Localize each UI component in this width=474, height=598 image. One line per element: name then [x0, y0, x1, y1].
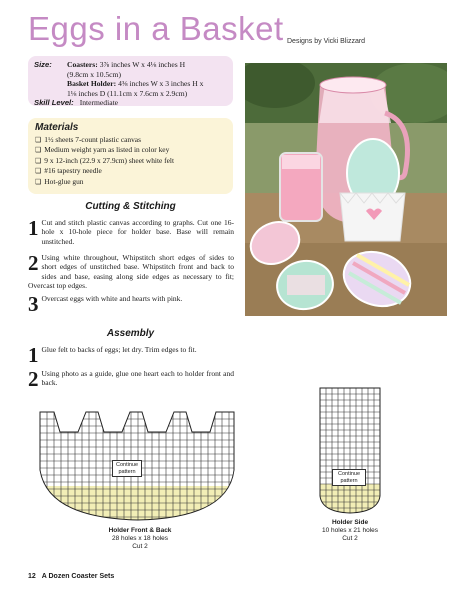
size-label: Size:: [34, 60, 52, 69]
coasters-label: Coasters:: [67, 60, 98, 69]
continue-pattern-label: Continue pattern: [332, 469, 366, 486]
graph-name: Holder Side: [331, 519, 369, 526]
step-number: 2: [28, 367, 39, 391]
holder-size: 4⅜ inches W x 3 inches H x: [118, 79, 204, 88]
continue-pattern-label: Continue pattern: [112, 460, 142, 477]
assembly-heading: Assembly: [106, 328, 155, 339]
graph-size: 28 holes x 18 holes: [111, 535, 168, 542]
materials-box: [28, 118, 233, 194]
cutting-step-2: [28, 253, 234, 290]
project-photo: [245, 63, 447, 316]
holder-front-caption: [70, 527, 210, 551]
step-text: Cut and stitch plastic canvas according to graphs. Cut one 16-hole x 10-hole piece for holder base. Base will remain unstitched.: [41, 218, 234, 246]
graph-size: 10 holes x 21 holes: [321, 527, 378, 534]
step-text: Using photo as a guide, glue one heart each to holder front and back.: [41, 369, 234, 388]
size-info-box: [28, 56, 233, 106]
material-item: ❏ 1½ sheets 7-count plastic canvas: [35, 135, 226, 146]
step-number: 3: [28, 292, 39, 316]
graph-name: Holder Front & Back: [108, 527, 172, 534]
skill-label: Skill Level:: [34, 98, 74, 107]
page-title: Eggs in a Basket: [28, 10, 284, 47]
cutting-step-3: [28, 294, 234, 314]
book-title: A Dozen Coaster Sets: [41, 573, 115, 580]
holder-side-caption: [300, 519, 400, 543]
step-text: Using white throughout, Whipstitch short edges of sides to short edges of unstitched base. Whipstitch front and back to sides and base, easing along side edges as necessary to fit; Overcast top edges.: [28, 253, 234, 290]
coasters-size: 3⅞ inches W x 4⅛ inches H: [99, 60, 186, 69]
page-footer: [28, 573, 114, 580]
holder-front-graph: [38, 410, 238, 522]
holder-side-graph: [318, 386, 382, 516]
coasters-metric: (9.8cm x 10.5cm): [67, 69, 121, 79]
designer-byline: Designs by Vicki Blizzard: [287, 38, 366, 45]
holder-label: Basket Holder:: [67, 79, 117, 88]
assembly-step-1: [28, 345, 234, 365]
material-item: ❏ 9 x 12-inch (22.9 x 27.9cm) sheet white felt: [35, 156, 226, 167]
holder-side-grid: [318, 386, 382, 516]
material-item: ❏ Medium weight yarn as listed in color key: [35, 145, 226, 156]
step-number: 2: [28, 251, 39, 275]
materials-heading: Materials: [35, 122, 79, 133]
cutting-heading: Cutting & Stitching: [85, 201, 176, 212]
step-number: 1: [28, 343, 39, 367]
skill-value: Intermediate: [79, 98, 119, 107]
holder-size-2: 1⅛ inches D (11.1cm x 7.6cm x 2.9cm): [67, 88, 188, 98]
step-number: 1: [28, 216, 39, 240]
material-item: ❏ #16 tapestry needle: [35, 166, 226, 177]
cutting-step-1: [28, 218, 234, 246]
material-item: ❏ Hot-glue gun: [35, 177, 226, 188]
step-text: Overcast eggs with white and hearts with pink.: [41, 294, 183, 303]
assembly-step-2: [28, 369, 234, 389]
graph-cut: Cut 2: [132, 543, 148, 550]
page-number: 12: [28, 573, 36, 580]
graph-cut: Cut 2: [342, 535, 358, 542]
step-text: Glue felt to backs of eggs; let dry. Trim edges to fit.: [41, 345, 197, 354]
